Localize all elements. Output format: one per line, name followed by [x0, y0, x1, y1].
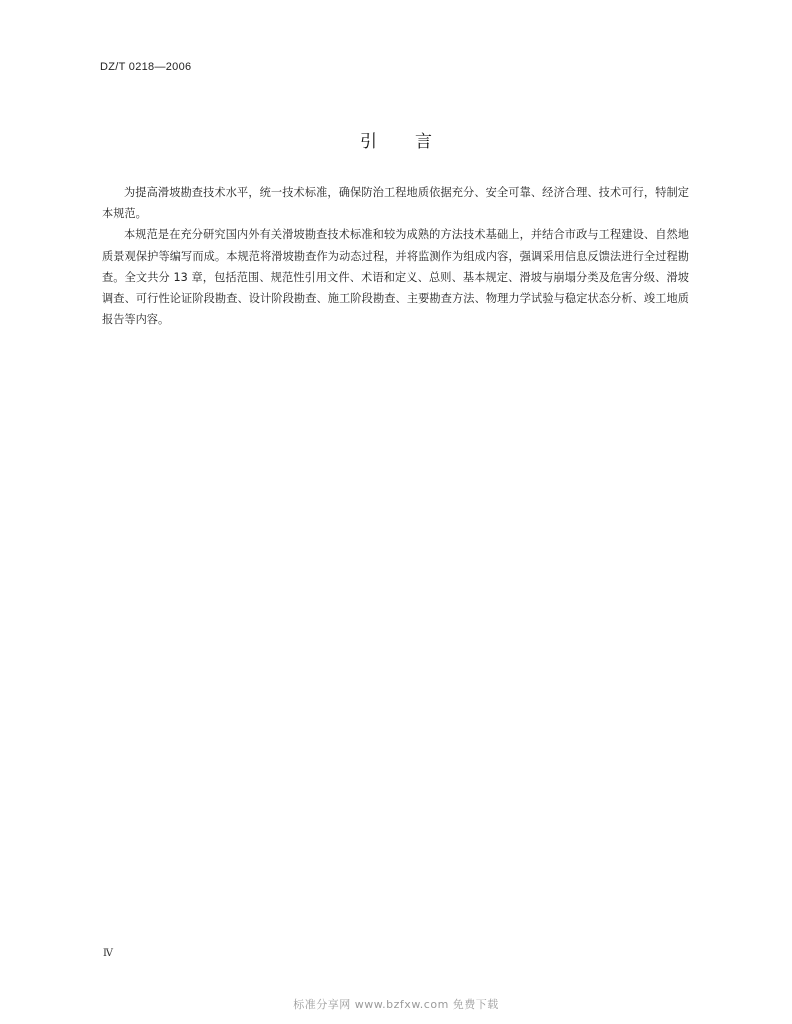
watermark: 标准分享网 www.bzfxw.com 免费下载 [293, 998, 499, 1011]
paragraph: 本规范是在充分研究国内外有关滑坡勘查技术标准和较为成熟的方法技术基础上，并结合市政与工程建设、自然地质景观保护等编写而成。本规范将滑坡勘查作为动态过程，并将监测作为组成内容，强调采用信息反馈法进行全过程勘查。全文共分 13 章，包括范围、规范性引用文件、术语和定义、总则、基本规定、滑坡与崩塌分类及危害分级、滑坡调查、可行性论证阶段勘查、设计阶段勘查、施工阶段勘查、主要勘查方法、物理力学试验与稳定状态分析、竣工地质报告等内容。 [102, 228, 689, 327]
page-number: Ⅳ [103, 948, 113, 959]
paragraph: 为提高滑坡勘查技术水平，统一技术标准，确保防治工程地质依据充分、安全可靠、经济合理、技术可行，特制定本规范。 [102, 186, 689, 221]
page-title: 引言 [360, 132, 470, 152]
standard-code: DZ/T 0218—2006 [100, 61, 192, 73]
body-text [102, 182, 689, 330]
